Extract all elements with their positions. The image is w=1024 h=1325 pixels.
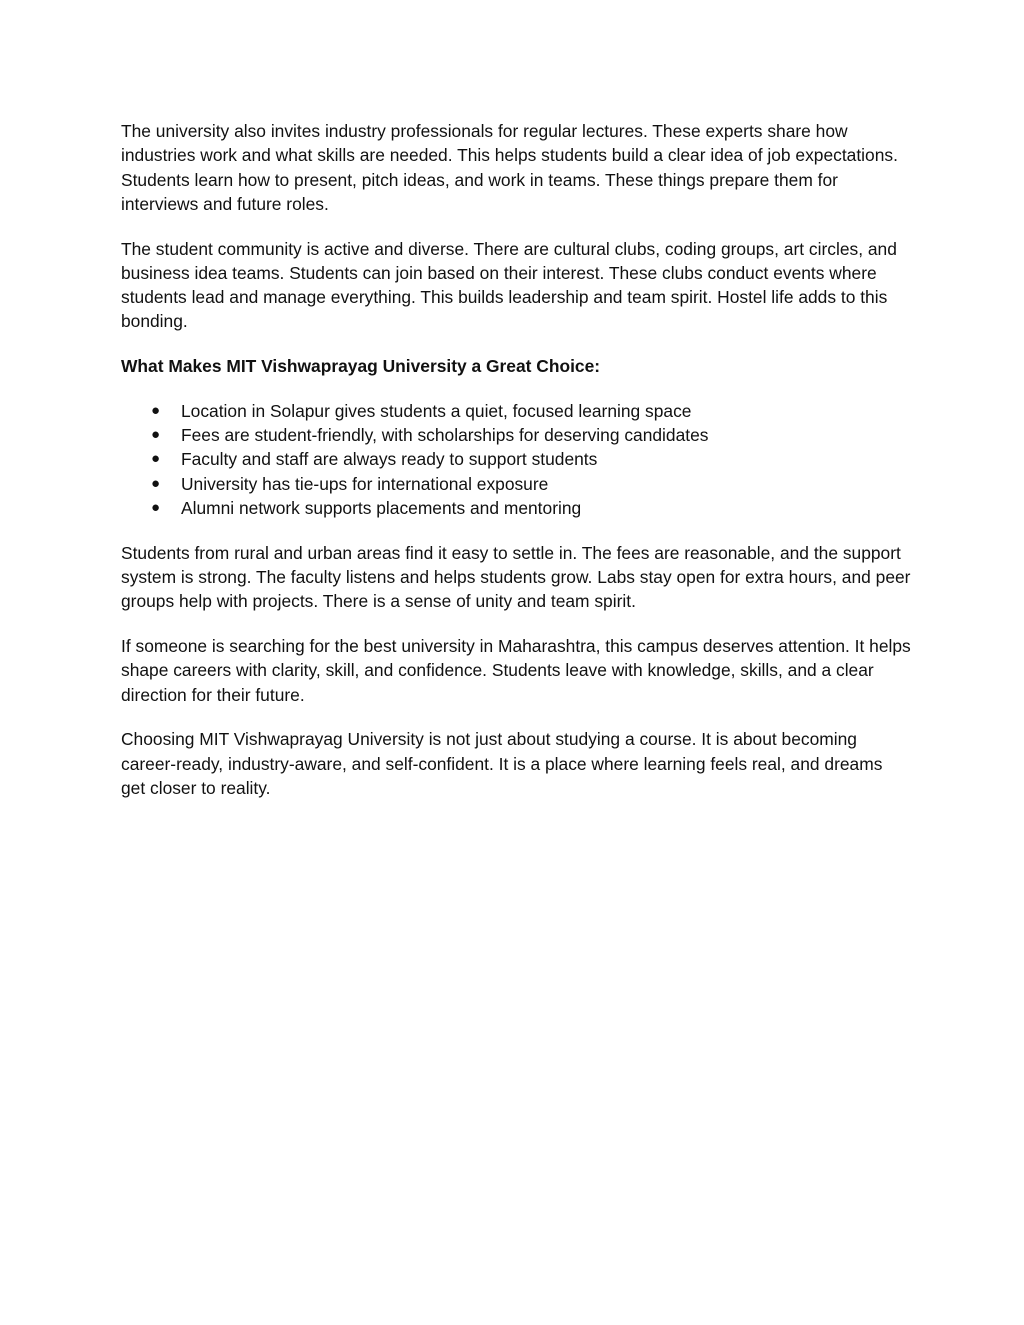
list-item (121, 423, 911, 447)
list-item-text: Location in Solapur gives students a quiet, focused learning space (181, 400, 692, 421)
list-item (121, 472, 911, 496)
list-item-text: Alumni network supports placements and mentoring (181, 498, 582, 519)
bullet-icon: ● (151, 426, 161, 444)
paragraph-student-community: The student community is active and diverse. There are cultural clubs, coding groups, art circles, and business idea teams. Students can join based on their interest. These clubs conduct events where students lead and manage everything. This builds leadership and team spirit. Hostel life adds to this bonding. (121, 238, 897, 332)
bullet-icon: ● (151, 401, 161, 419)
document-body (121, 119, 911, 821)
paragraph-best-university: If someone is searching for the best university in Maharashtra, this campus deserves attention. It helps shape careers with clarity, skill, and confidence. Students leave with knowledge, skills, and a clear direction for their future. (121, 636, 911, 705)
list-item-text: Faculty and staff are always ready to support students (181, 449, 598, 470)
list-item-text: Fees are student-friendly, with scholarships for deserving candidates (181, 425, 709, 446)
paragraph-conclusion: Choosing MIT Vishwaprayag University is not just about studying a course. It is about becoming career-ready, industry-aware, and self-confident. It is a place where learning feels real, and dreams get closer to reality. (121, 729, 883, 798)
bullet-list (121, 399, 911, 520)
section-heading: What Makes MIT Vishwaprayag University a Great Choice: (121, 356, 601, 377)
bullet-icon: ● (151, 474, 161, 492)
paragraph-industry-lectures: The university also invites industry professionals for regular lectures. These experts share how industries work and what skills are needed. This helps students build a clear idea of job expectations. Students learn how to present, pitch ideas, and work in teams. These things prepare them for interviews and future roles. (121, 121, 898, 214)
paragraph-rural-urban: Students from rural and urban areas find it easy to settle in. The fees are reasonable, and the support system is strong. The faculty listens and helps students grow. Labs stay open for extra hours, and peer groups help with projects. There is a sense of unity and team spirit. (121, 542, 911, 612)
list-item (121, 399, 911, 423)
list-item (121, 496, 911, 520)
list-item (121, 447, 911, 471)
list-item-text: University has tie-ups for international exposure (181, 473, 549, 494)
bullet-icon: ● (151, 450, 161, 468)
bullet-icon: ● (151, 499, 161, 517)
